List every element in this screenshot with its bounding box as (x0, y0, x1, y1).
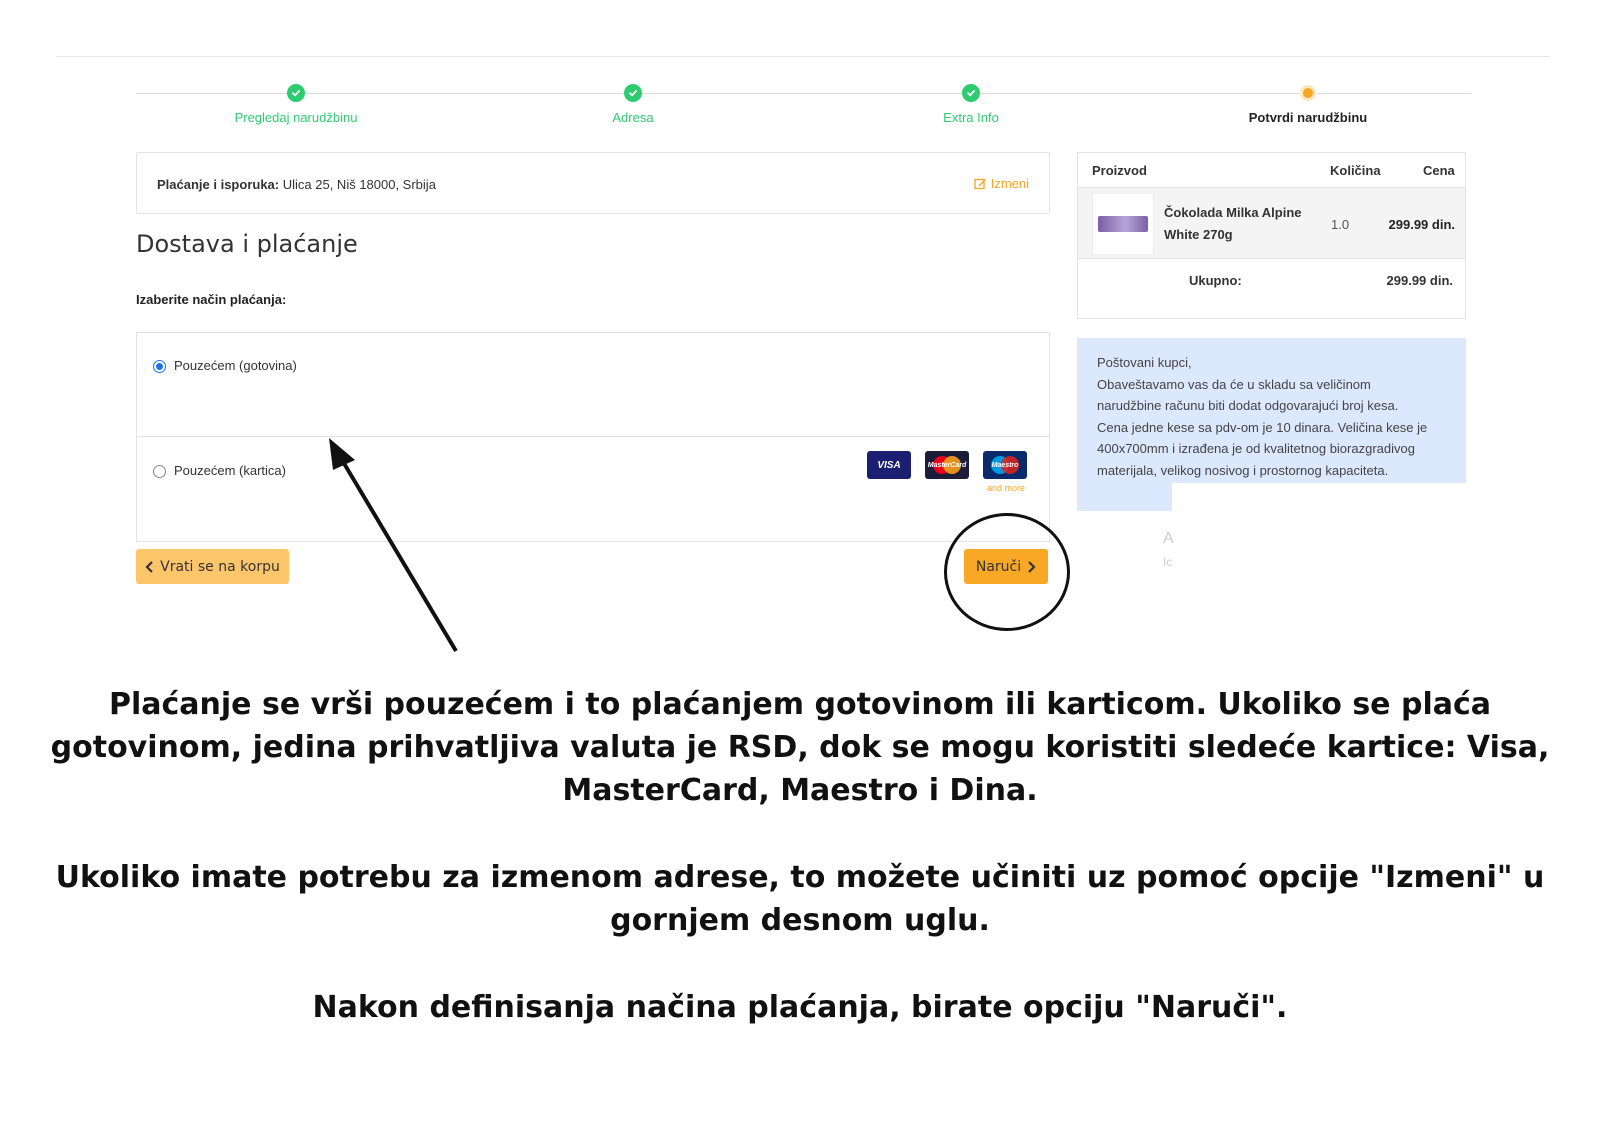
edit-label: Izmeni (990, 176, 1029, 191)
address-line (157, 177, 436, 192)
faded-text: Ic (1163, 555, 1173, 569)
total-value: 299.99 din. (1386, 273, 1453, 288)
visa-logo (867, 451, 911, 479)
back-button-label: Vrati se na korpu (160, 558, 280, 575)
notice-tail (1077, 483, 1172, 511)
notice-line: Obaveštavamo vas da će u skladu sa veličinom (1097, 376, 1371, 392)
shipping-address-box (136, 152, 1050, 214)
payment-option-card[interactable] (137, 437, 1049, 541)
step-label: Adresa (612, 110, 654, 125)
and-more-label: and more (986, 483, 1025, 493)
product-qty: 1.0 (1331, 217, 1350, 232)
top-divider (56, 56, 1550, 57)
card-logos (867, 451, 1027, 479)
table-row (1078, 187, 1465, 259)
header-product: Proizvod (1092, 163, 1147, 178)
notice-line: materijala, velikog nosivog i prostornog kapaciteta. (1097, 462, 1389, 478)
step-label: Pregledaj narudžbinu (234, 110, 358, 125)
maestro-logo (983, 451, 1027, 479)
back-to-cart-button[interactable] (136, 549, 289, 584)
radio-card[interactable] (153, 465, 166, 478)
product-name: Čokolada Milka Alpine White 270g (1164, 205, 1302, 242)
payment-method-label: Izaberite način plaćanja: (136, 292, 287, 307)
step-review-order[interactable] (196, 84, 396, 125)
check-icon (287, 84, 305, 102)
maestro-text: Maestro (991, 461, 1019, 469)
product-thumbnail (1092, 193, 1154, 255)
summary-header (1078, 153, 1465, 187)
radio-cash[interactable] (153, 360, 166, 373)
notice-line: narudžbine računu biti dodat odgovarajući broj kesa. (1097, 398, 1399, 413)
payment-options (136, 332, 1050, 542)
product-price: 299.99 din. (1388, 217, 1455, 232)
payment-option-label: Pouzećem (gotovina) (174, 358, 297, 373)
mastercard-text: MasterCard (927, 461, 967, 469)
check-icon (962, 84, 980, 102)
step-label: Potvrdi narudžbinu (1248, 110, 1368, 125)
address-value: Ulica 25, Niš 18000, Srbija (282, 177, 436, 192)
header-qty: Količina (1330, 163, 1381, 178)
edit-address-link[interactable] (974, 176, 1029, 191)
order-button-label: Naruči (975, 558, 1022, 575)
notice-line: 400x700mm i izrađena je od kvalitetnog biorazgradivog (1097, 441, 1415, 456)
order-button-highlight (944, 513, 1070, 631)
mastercard-logo (925, 451, 969, 479)
caption-paragraph-2: Ukoliko imate potrebu za izmenom adrese, to možete učiniti uz pomoć opcije "Izmeni" u gornjem desnom uglu. (55, 860, 1545, 938)
address-label: Plaćanje i isporuka: (157, 177, 280, 192)
faded-text: A (1163, 530, 1174, 547)
step-label: Extra Info (943, 110, 999, 125)
visa-text: VISA (877, 459, 901, 471)
payment-option-label: Pouzećem (kartica) (174, 463, 286, 478)
page-title: Dostava i plaćanje (136, 230, 358, 258)
step-address[interactable] (533, 84, 733, 125)
checkout-stepper (136, 84, 1471, 134)
notice-line: Cena jedne kese sa pdv-om je 10 dinara. Veličina kese je (1097, 419, 1428, 435)
check-icon (624, 84, 642, 102)
bag-fee-notice (1077, 338, 1466, 483)
payment-option-cash[interactable] (137, 333, 1049, 437)
caption-paragraph-3: Nakon definisanja načina plaćanja, birate opciju "Naruči". (312, 990, 1288, 1025)
current-step-dot-icon (1299, 84, 1317, 102)
step-confirm-order (1208, 84, 1408, 125)
notice-line: Poštovani kupci, (1097, 355, 1192, 370)
edit-icon (974, 177, 987, 190)
order-summary (1077, 152, 1466, 319)
chevron-left-icon (145, 561, 154, 573)
header-price: Cena (1423, 163, 1455, 178)
caption-paragraph-1: Plaćanje se vrši pouzećem i to plaćanjem gotovinom ili karticom. Ukoliko se plaća gotovinom, jedina prihvatljiva valuta je RSD, dok se mogu koristiti sledeće kartice: Visa, MasterCard, Maestro i Dina. (50, 687, 1550, 808)
step-extra-info[interactable] (871, 84, 1071, 125)
total-label: Ukupno: (1189, 273, 1242, 288)
